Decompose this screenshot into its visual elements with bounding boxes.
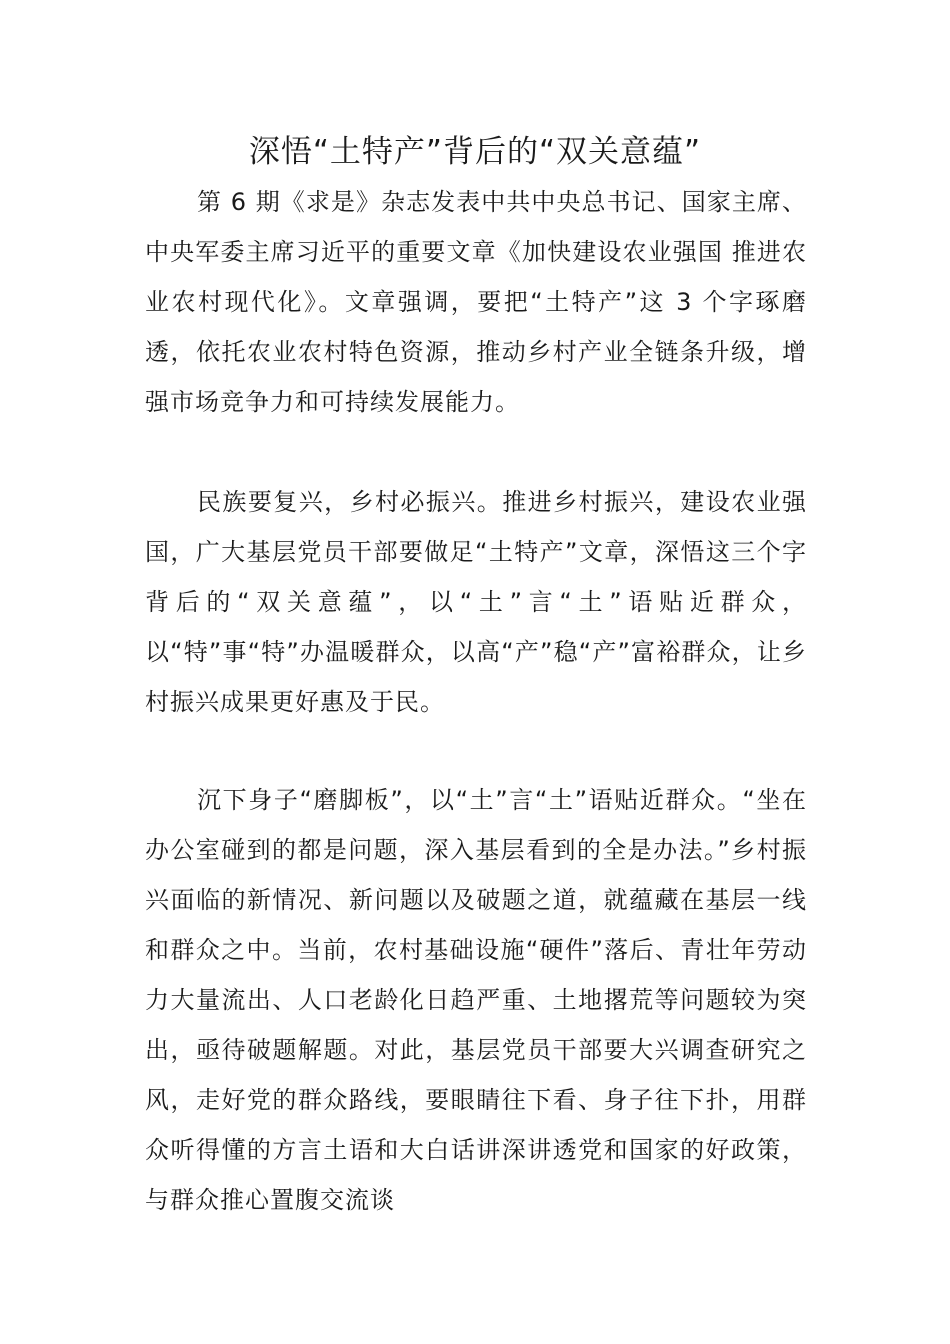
- paragraph-3: 沉下身子“磨脚板”，以“土”言“土”语贴近群众。“坐在办公室碰到的都是问题，深入基层看到的全是办法。”乡村振兴面临的新情况、新问题以及破题之道，就蕴藏在基层一线和群众之中。当前，农村基础设施“硬件”落后、青壮年劳动力大量流出、人口老龄化日趋严重、土地撂荒等问题较为突出，亟待破题解题。对此，基层党员干部要大兴调查研究之风，走好党的群众路线，要眼睛往下看、身子往下扑，用群众听得懂的方言土语和大白话讲深讲透党和国家的好政策，与群众推心置腹交流谈: [145, 786, 807, 1214]
- paragraph-1: 第 6 期《求是》杂志发表中共中央总书记、国家主席、中央军委主席习近平的重要文章《加快建设农业强国 推进农业农村现代化》。文章强调，要把“土特产”这 3 个字琢磨透，依托农业农村特色资源，推动乡村产业全链条升级，增强市场竞争力和可持续发展能力。: [145, 188, 807, 416]
- document-title: 深悟“土特产”背后的“双关意蕴”: [248, 134, 702, 170]
- paragraph-2: 民族要复兴，乡村必振兴。推进乡村振兴，建设农业强国，广大基层党员干部要做足“土特产”文章，深悟这三个字背后的“双关意蕴”，以“土”言“土”语贴近群众，以“特”事“特”办温暖群众，以高“产”稳“产”富裕群众，让乡村振兴成果更好惠及于民。: [145, 488, 807, 716]
